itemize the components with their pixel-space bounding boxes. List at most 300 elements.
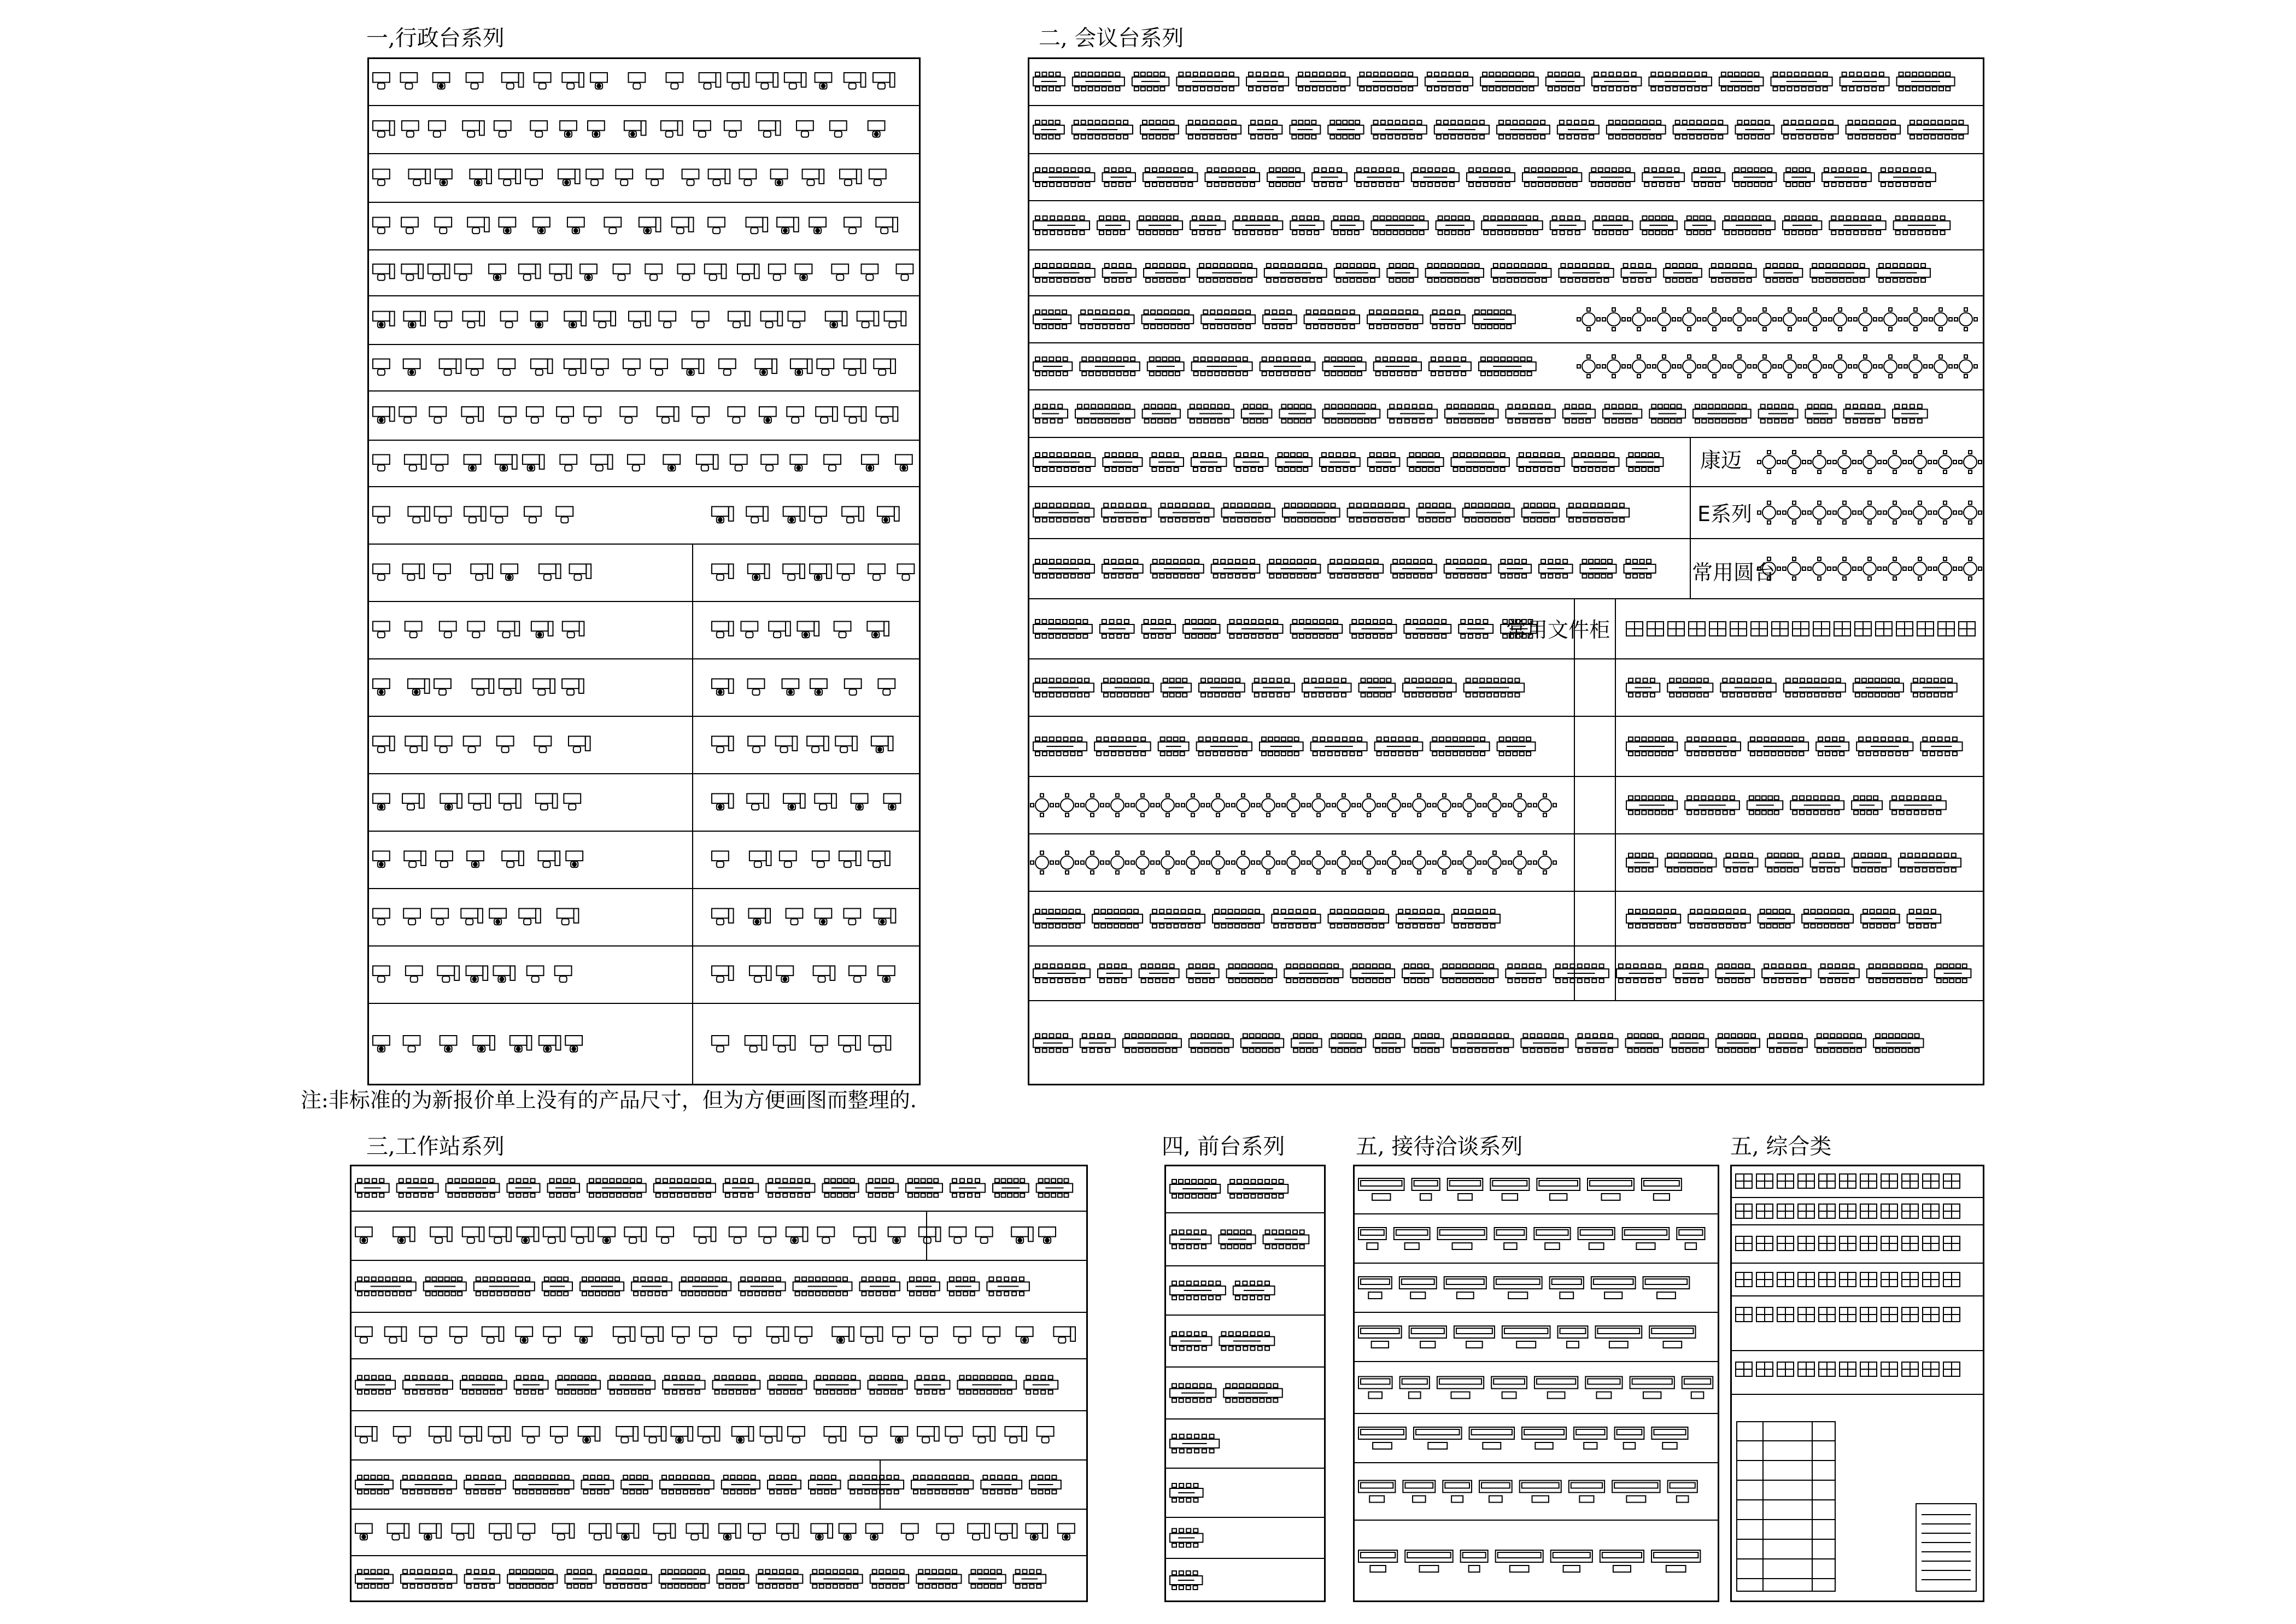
executive-desk-icon — [440, 794, 462, 810]
conference-meeting-table-icon — [1762, 964, 1811, 983]
misc-cabinet-icon — [1756, 1272, 1773, 1287]
conference-round-table-icon — [1929, 308, 1952, 331]
executive-desk-icon — [694, 121, 711, 137]
conference-round-table-icon — [1934, 557, 1957, 580]
conference-round-table-icon — [1703, 308, 1726, 331]
workstation-meeting-table-icon — [663, 1376, 705, 1394]
executive-desk-icon — [435, 507, 452, 523]
conference-meeting-table-icon — [1899, 854, 1961, 872]
conference-meeting-table-icon — [1822, 168, 1871, 186]
workstation-meeting-table-icon — [424, 1277, 466, 1296]
workstation-desk-icon — [393, 1227, 415, 1243]
conference-meeting-table-icon — [1150, 453, 1183, 471]
misc-cabinet-icon — [1881, 1272, 1897, 1287]
conference-round-table-icon — [1808, 451, 1831, 474]
workstation-desk-icon — [832, 1327, 854, 1343]
executive-small-desk-icon — [834, 622, 851, 638]
workstation-desk-icon — [866, 1524, 883, 1540]
executive-desk-icon — [861, 264, 878, 281]
conference-meeting-table-icon — [1802, 909, 1853, 928]
workstation-meeting-table-icon — [822, 1179, 858, 1197]
conference-meeting-table-icon — [1351, 964, 1395, 983]
workstation-meeting-table-icon — [717, 1570, 749, 1588]
executive-desk-icon — [403, 1036, 420, 1052]
workstation-desk-icon — [672, 1327, 689, 1343]
workstation-meeting-table-icon — [464, 1475, 506, 1494]
executive-desk-icon — [510, 1036, 532, 1052]
reception-meeting-table-icon — [1170, 1230, 1211, 1249]
misc-cabinet-icon — [1736, 1204, 1752, 1218]
workstation-desk-icon — [645, 1427, 666, 1443]
executive-desk-icon — [586, 170, 603, 186]
conference-round-table-icon — [1783, 557, 1806, 580]
workstation-desk-icon — [1058, 1524, 1075, 1540]
lounge-sofa-icon — [1651, 1427, 1688, 1449]
conference-meeting-table-icon — [1685, 216, 1715, 235]
conference-meeting-table-icon — [1357, 72, 1418, 91]
conference-meeting-table-icon — [1935, 964, 1971, 983]
executive-desk-icon — [590, 73, 607, 89]
workstation-desk-icon — [589, 1524, 611, 1540]
executive-desk-icon — [527, 966, 544, 983]
conference-meeting-table-icon — [1102, 504, 1151, 522]
executive-desk-icon — [530, 121, 547, 137]
reception-meeting-table-icon — [1233, 1281, 1275, 1300]
conference-round-table-icon — [1783, 451, 1806, 474]
misc-cabinet-icon — [1943, 1362, 1960, 1376]
executive-desk-icon — [499, 407, 516, 423]
conference-meeting-table-icon — [1080, 1034, 1115, 1053]
conference-meeting-table-icon — [1451, 1034, 1514, 1053]
workstation-meeting-table-icon — [514, 1376, 548, 1394]
executive-desk-icon — [623, 359, 640, 376]
conference-meeting-table-icon — [1284, 964, 1343, 983]
misc-cabinet-icon — [1860, 1272, 1877, 1287]
workstation-panel — [350, 1165, 1088, 1602]
workstation-meeting-table-icon — [403, 1376, 453, 1394]
executive-small-desk-icon — [845, 679, 862, 696]
lounge-sofa-icon — [1443, 1481, 1472, 1503]
misc-cabinet-icon — [1798, 1362, 1814, 1376]
conference-meeting-table-icon — [1137, 216, 1182, 235]
conference-meeting-table-icon — [1782, 120, 1838, 139]
workstation-desk-icon — [795, 1327, 812, 1343]
misc-cabinet-icon — [1860, 1362, 1877, 1376]
misc-cabinet-icon — [1923, 1204, 1939, 1218]
executive-desk-icon — [796, 121, 813, 137]
executive-desk-icon — [699, 73, 721, 89]
workstation-meeting-table-icon — [981, 1475, 1022, 1494]
lounge-sofa-icon — [1642, 1178, 1682, 1200]
conference-meeting-table-icon — [1159, 504, 1214, 522]
conference-meeting-table-icon — [1506, 964, 1546, 983]
conference-meeting-table-icon — [1559, 264, 1613, 282]
executive-desk-icon — [696, 455, 718, 471]
workstation-meeting-table-icon — [604, 1570, 652, 1588]
conference-meeting-table-icon — [1033, 1034, 1073, 1053]
conference-meeting-table-icon — [1291, 620, 1343, 638]
workstation-desk-icon — [450, 1327, 467, 1343]
executive-small-desk-icon — [712, 851, 729, 868]
executive-desk-icon — [534, 73, 551, 89]
conference-meeting-table-icon — [1140, 120, 1179, 139]
workstation-meeting-table-icon — [547, 1179, 579, 1197]
workstation-desk-icon — [553, 1524, 575, 1540]
misc-cabinet-icon — [1756, 1204, 1773, 1218]
workstation-meeting-table-icon — [768, 1475, 801, 1494]
conference-meeting-table-icon — [1506, 405, 1555, 423]
conference-meeting-table-icon — [1451, 453, 1509, 471]
conference-round-table-icon — [1803, 355, 1826, 378]
executive-desk-icon — [435, 737, 452, 753]
conference-meeting-table-icon — [1033, 620, 1092, 638]
misc-cabinet-icon — [1881, 1174, 1897, 1188]
workstation-meeting-table-icon — [660, 1475, 714, 1494]
conference-meeting-table-icon — [1693, 405, 1751, 423]
lounge-sofa-icon — [1358, 1377, 1392, 1399]
executive-small-desk-icon — [712, 622, 734, 638]
misc-cabinet-icon — [1798, 1307, 1814, 1322]
misc-cabinet-icon — [1736, 1307, 1752, 1322]
misc-cabinet-icon — [1756, 1362, 1773, 1376]
executive-desk-icon — [628, 73, 645, 89]
misc-cabinet-icon — [1860, 1307, 1877, 1322]
executive-desk-icon — [440, 359, 461, 376]
conference-round-table-icon — [1483, 794, 1506, 817]
conference-meeting-table-icon — [1463, 504, 1514, 522]
conference-meeting-table-icon — [1312, 168, 1347, 186]
executive-small-desk-icon — [747, 794, 769, 810]
workstation-meeting-table-icon — [1024, 1376, 1058, 1394]
lounge-sofa-icon — [1537, 1178, 1580, 1200]
executive-desk-icon — [498, 622, 520, 638]
workstation-desk-icon — [385, 1327, 407, 1343]
executive-desk-icon — [616, 170, 632, 186]
workstation-desk-icon — [811, 1524, 833, 1540]
executive-desk-icon — [876, 218, 898, 234]
workstation-desk-icon — [419, 1524, 441, 1540]
conference-meeting-table-icon — [1123, 1034, 1181, 1053]
executive-desk-icon — [464, 737, 481, 753]
lounge-sofa-icon — [1403, 1481, 1435, 1503]
conference-round-table-icon — [1106, 851, 1129, 874]
conference-cabinet-icon — [1938, 622, 1954, 636]
conference-meeting-table-icon — [1764, 264, 1803, 282]
conference-meeting-table-icon — [1908, 120, 1968, 139]
misc-section-title: 五, 综合类 — [1730, 1134, 1832, 1159]
lounge-sofa-icon — [1414, 1427, 1462, 1449]
conference-meeting-table-icon — [1748, 737, 1808, 756]
conference-meeting-table-icon — [1396, 909, 1444, 928]
conference-meeting-table-icon — [1249, 120, 1282, 139]
conference-round-table-icon — [1703, 355, 1726, 378]
workstation-desk-icon — [420, 1327, 437, 1343]
conference-meeting-table-icon — [1102, 559, 1143, 578]
executive-small-desk-icon — [769, 622, 790, 638]
conference-round-table-icon — [1858, 451, 1881, 474]
conference-meeting-table-icon — [1640, 216, 1677, 235]
misc-cabinet-icon — [1756, 1307, 1773, 1322]
executive-desk-icon — [565, 1036, 582, 1052]
workstation-meeting-table-icon — [631, 1277, 672, 1296]
executive-desk-icon — [844, 73, 866, 89]
executive-desk-icon — [728, 407, 745, 423]
workstation-desk-icon — [901, 1524, 918, 1540]
conference-round-table-icon — [1833, 451, 1856, 474]
executive-small-desk-icon — [712, 794, 734, 810]
workstation-meeting-table-icon — [870, 1570, 909, 1588]
reception-section-title: 四, 前台系列 — [1162, 1134, 1285, 1159]
conference-meeting-table-icon — [1263, 310, 1297, 329]
misc-cabinet-icon — [1819, 1272, 1835, 1287]
conference-meeting-table-icon — [1348, 504, 1409, 522]
lounge-sofa-icon — [1591, 1277, 1636, 1299]
workstation-desk-icon — [517, 1227, 539, 1243]
workstation-desk-icon — [860, 1427, 877, 1443]
conference-meeting-table-icon — [1897, 72, 1955, 91]
conference-meeting-table-icon — [1867, 964, 1927, 983]
workstation-desk-icon — [732, 1427, 754, 1443]
conference-meeting-table-icon — [1233, 216, 1282, 235]
executive-small-desk-icon — [877, 507, 899, 523]
conference-meeting-table-icon — [1670, 1034, 1708, 1053]
workstation-desk-icon — [936, 1524, 953, 1540]
conference-round-table-icon — [1081, 794, 1104, 817]
conference-meeting-table-icon — [1685, 737, 1741, 756]
conference-meeting-table-icon — [1328, 120, 1363, 139]
lounge-section-title: 五, 接待洽谈系列 — [1356, 1134, 1523, 1159]
conference-meeting-table-icon — [1425, 72, 1473, 91]
lounge-sofa-icon — [1358, 1178, 1404, 1200]
conference-meeting-table-icon — [1816, 737, 1849, 756]
conference-round-table-icon — [1753, 355, 1776, 378]
executive-desk-icon — [570, 564, 591, 581]
reception-meeting-table-icon — [1170, 1384, 1216, 1403]
conference-meeting-table-icon — [1241, 405, 1272, 423]
misc-cabinet-icon — [1860, 1204, 1877, 1218]
conference-meeting-table-icon — [1626, 796, 1677, 815]
executive-small-desk-icon — [712, 507, 734, 523]
conference-meeting-table-icon — [1282, 504, 1340, 522]
executive-desk-icon — [787, 407, 804, 423]
workstation-meeting-table-icon — [680, 1277, 731, 1296]
conference-round-table-icon — [1778, 308, 1801, 331]
executive-desk-panel — [367, 57, 921, 1085]
executive-desk-icon — [825, 312, 847, 328]
lounge-sofa-icon — [1623, 1228, 1670, 1249]
conference-round-table-icon — [1883, 557, 1906, 580]
lounge-sofa-icon — [1409, 1326, 1446, 1348]
conference-cabinet-icon — [1730, 622, 1747, 636]
conference-round-table-icon — [1728, 355, 1751, 378]
conference-round-table-icon — [1282, 851, 1305, 874]
misc-cabinet-icon — [1860, 1174, 1877, 1188]
conference-meeting-table-icon — [1819, 964, 1859, 983]
conference-meeting-table-icon — [1480, 72, 1538, 91]
conference-meeting-table-icon — [1080, 357, 1139, 376]
workstation-desk-icon — [983, 1327, 1000, 1343]
lounge-sofa-icon — [1358, 1326, 1402, 1348]
conference-meeting-table-icon — [1372, 120, 1427, 139]
conference-round-table-icon — [1934, 451, 1957, 474]
executive-small-desk-icon — [748, 679, 765, 696]
conference-meeting-table-icon — [1033, 216, 1090, 235]
executive-desk-icon — [405, 737, 427, 753]
conference-meeting-table-icon — [1290, 120, 1320, 139]
conference-meeting-table-icon — [1765, 854, 1802, 872]
workstation-desk-icon — [861, 1327, 883, 1343]
conference-meeting-table-icon — [1877, 264, 1930, 282]
lounge-sofa-icon — [1612, 1481, 1660, 1503]
executive-desk-icon — [437, 966, 459, 983]
executive-desk-icon — [519, 264, 541, 281]
conference-meeting-table-icon — [1522, 168, 1582, 186]
conference-meeting-table-icon — [1328, 559, 1383, 578]
workstation-meeting-table-icon — [768, 1376, 806, 1394]
executive-small-desk-icon — [842, 507, 864, 523]
executive-desk-icon — [663, 455, 680, 471]
executive-desk-icon — [399, 407, 416, 423]
conference-round-table-icon — [1257, 851, 1280, 874]
conference-meeting-table-icon — [1201, 310, 1255, 329]
workstation-meeting-table-icon — [659, 1570, 710, 1588]
executive-small-desk-icon — [748, 909, 770, 925]
workstation-desk-icon — [1053, 1327, 1075, 1343]
lounge-sofa-icon — [1569, 1481, 1604, 1503]
conference-cabinet-icon — [1917, 622, 1934, 636]
executive-desk-icon — [569, 737, 590, 753]
conference-meeting-table-icon — [1183, 620, 1220, 638]
conference-round-table-icon — [1081, 851, 1104, 874]
executive-desk-icon — [724, 121, 741, 137]
conference-meeting-table-icon — [1426, 264, 1484, 282]
workstation-desk-icon — [945, 1427, 962, 1443]
lounge-sofa-icon — [1454, 1326, 1495, 1348]
conference-section-title: 二, 会议台系列 — [1039, 26, 1184, 51]
executive-small-desk-icon — [748, 564, 770, 581]
lounge-sofa-icon — [1534, 1228, 1570, 1249]
conference-round-table-icon — [1934, 501, 1957, 524]
conference-round-table-icon — [1357, 851, 1380, 874]
lounge-sofa-icon — [1558, 1326, 1588, 1348]
conference-meeting-table-icon — [1323, 405, 1380, 423]
conference-meeting-table-icon — [1192, 357, 1252, 376]
executive-desk-icon — [429, 407, 446, 423]
executive-desk-icon — [531, 622, 553, 638]
conference-cabinet-icon — [1709, 622, 1726, 636]
misc-cabinet-icon — [1736, 1236, 1752, 1251]
executive-small-desk-icon — [835, 737, 857, 753]
conference-round-table-icon — [1131, 794, 1154, 817]
conference-meeting-table-icon — [1367, 310, 1423, 329]
misc-cabinet-icon — [1819, 1174, 1835, 1188]
workstation-desk-icon — [700, 1327, 717, 1343]
conference-meeting-table-icon — [1227, 620, 1282, 638]
reception-meeting-table-icon — [1263, 1230, 1309, 1249]
workstation-desk-icon — [654, 1524, 676, 1540]
workstation-meeting-table-icon — [507, 1570, 557, 1588]
misc-cabinet-icon — [1840, 1362, 1856, 1376]
executive-desk-icon — [499, 794, 521, 810]
conference-meeting-table-icon — [1554, 964, 1609, 983]
conference-meeting-table-icon — [1649, 405, 1685, 423]
conference-meeting-table-icon — [1593, 216, 1633, 235]
conference-meeting-table-icon — [1626, 679, 1660, 697]
conference-meeting-table-icon — [1033, 737, 1087, 756]
executive-desk-icon — [435, 218, 452, 234]
lounge-sofa-icon — [1585, 1377, 1622, 1399]
misc-cabinet-icon — [1923, 1362, 1939, 1376]
conference-round-table-icon — [1908, 451, 1931, 474]
misc-cabinet-icon — [1860, 1236, 1877, 1251]
misc-cabinet-icon — [1798, 1272, 1814, 1287]
conference-meeting-table-icon — [1621, 264, 1656, 282]
conference-meeting-table-icon — [1445, 405, 1498, 423]
conference-meeting-table-icon — [1211, 559, 1260, 578]
executive-desk-icon — [580, 264, 597, 281]
executive-desk-icon — [401, 264, 423, 281]
executive-desk-icon — [594, 312, 616, 328]
executive-desk-icon — [873, 73, 895, 89]
reception-meeting-table-icon — [1170, 1483, 1203, 1502]
misc-cabinet-icon — [1819, 1204, 1835, 1218]
workstation-desk-icon — [572, 1227, 594, 1243]
conference-meeting-table-icon — [1328, 909, 1389, 928]
lounge-sofa-icon — [1412, 1178, 1440, 1200]
misc-cabinet-icon — [1902, 1362, 1918, 1376]
executive-desk-icon — [489, 909, 506, 925]
conference-meeting-table-icon — [1459, 620, 1493, 638]
executive-desk-icon — [809, 218, 826, 234]
executive-small-desk-icon — [812, 851, 829, 868]
conference-meeting-table-icon — [1557, 120, 1599, 139]
conference-round-table-icon — [1181, 851, 1204, 874]
reception-meeting-table-icon — [1170, 1529, 1203, 1547]
executive-desk-icon — [461, 909, 483, 925]
misc-cabinet-icon — [1756, 1174, 1773, 1188]
conference-meeting-table-icon — [1893, 405, 1928, 423]
conference-meeting-table-icon — [1517, 453, 1565, 471]
executive-desk-icon — [502, 851, 524, 868]
conference-round-table-icon — [1908, 501, 1931, 524]
workstation-desk-icon — [968, 1524, 989, 1540]
misc-cabinet-icon — [1777, 1307, 1794, 1322]
conference-meeting-table-icon — [1497, 120, 1550, 139]
executive-small-desk-icon — [869, 1036, 891, 1052]
executive-small-desk-icon — [780, 851, 796, 868]
workstation-desk-icon — [888, 1227, 905, 1243]
executive-desk-icon — [403, 312, 425, 328]
workstation-meeting-table-icon — [474, 1277, 535, 1296]
workstation-desk-icon — [429, 1427, 451, 1443]
executive-desk-icon — [373, 507, 390, 523]
conference-round-table-icon — [1156, 794, 1179, 817]
executive-desk-icon — [790, 455, 807, 471]
conference-meeting-table-icon — [1550, 216, 1585, 235]
workstation-section-title: 三,工作站系列 — [366, 1134, 505, 1159]
executive-small-desk-icon — [712, 1036, 729, 1052]
conference-meeting-table-icon — [1033, 120, 1064, 139]
workstation-desk-icon — [543, 1327, 560, 1343]
lounge-sofa-icon — [1520, 1481, 1561, 1503]
misc-cabinet-icon — [1943, 1174, 1960, 1188]
misc-cabinet-icon — [1943, 1272, 1960, 1287]
conference-meeting-table-icon — [1213, 909, 1264, 928]
misc-cabinet-icon — [1819, 1362, 1835, 1376]
executive-desk-icon — [405, 455, 426, 471]
conference-round-table-icon — [1030, 794, 1053, 817]
conference-round-table-icon — [1408, 851, 1431, 874]
